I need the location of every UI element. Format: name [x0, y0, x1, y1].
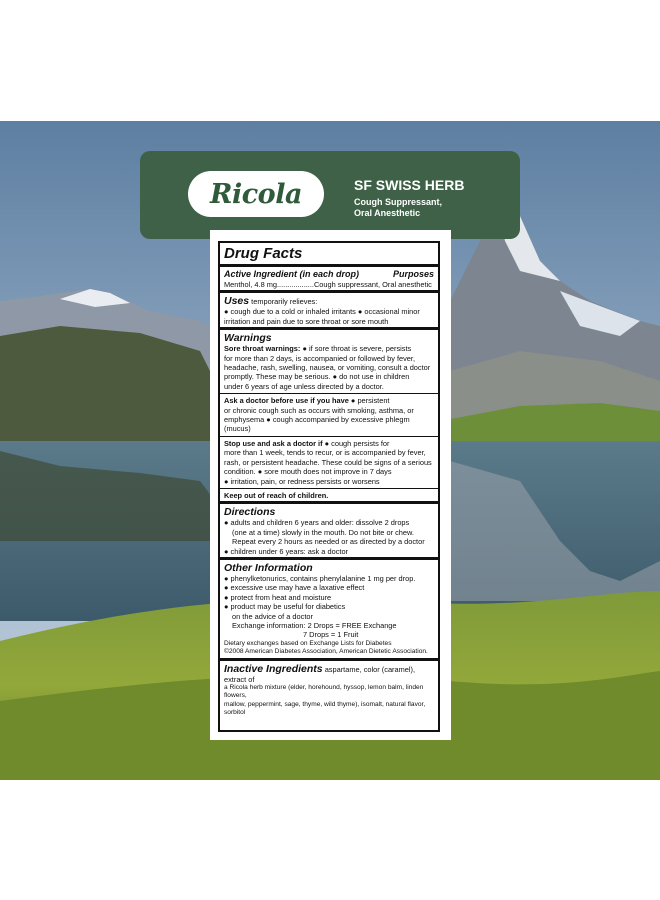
divider [220, 436, 438, 437]
drug-facts-title: Drug Facts [224, 245, 303, 262]
inactive-ingredients-intro: aspartame, color (caramel), extract of [224, 664, 416, 684]
uses-line: ● cough due to a cold or inhaled irritants ● occasional minor [224, 307, 420, 317]
active-ingredient-header [224, 269, 434, 280]
ask-doctor-label: Ask a doctor before use if you have [224, 396, 349, 406]
inactive-ingredients-line: a Ricola herb mixture (elder, horehound, hyssop, lemon balm, linden flowers, [224, 684, 424, 700]
divider [220, 557, 438, 560]
other-info-line: ● phenylketonurics, contains phenylalanine 1 mg per drop. [224, 573, 416, 583]
divider [220, 264, 438, 267]
ask-doctor-warning [224, 396, 434, 405]
sore-throat-line: ● if sore throat is severe, persists [302, 344, 412, 354]
product-subtitle [354, 197, 442, 219]
copyright-footnote: ©2008 American Diabetes Association, American Dietetic Association. [224, 648, 428, 656]
product-name: SF SWISS HERB [354, 177, 465, 193]
divider [220, 488, 438, 489]
directions-heading: Directions [224, 506, 276, 519]
divider [220, 501, 438, 504]
ask-doctor-line: or chronic cough such as occurs with smoking, asthma, or [224, 405, 414, 415]
sore-throat-line: for more than 2 days, is accompanied or followed by fever, [224, 353, 416, 363]
other-info-line: ● protect from heat and moisture [224, 592, 332, 602]
inactive-ingredients [224, 663, 434, 684]
stop-use-label: Stop use and ask a doctor if [224, 438, 323, 448]
stop-use-line: more than 1 week, tends to recur, or is accompanied by fever, [224, 448, 426, 458]
warnings-heading: Warnings [224, 332, 272, 345]
ask-doctor-line: ● persistent [350, 396, 390, 406]
directions-line: ● children under 6 years: ask a doctor [224, 546, 349, 556]
sore-throat-line: headache, rash, swelling, nausea, or vomiting, consult a doctor [224, 363, 431, 373]
other-information-heading: Other Information [224, 561, 313, 574]
drug-facts-label [210, 230, 451, 740]
stop-use-line: ● irritation, pain, or redness persists or worsens [224, 476, 380, 486]
purposes-heading: Purposes [392, 269, 434, 279]
divider [220, 393, 438, 394]
sore-throat-line: under 6 years of age unless directed by a doctor. [224, 381, 384, 391]
logo-text: Ricola [210, 178, 302, 210]
stop-use-line: ● cough persists for [324, 438, 390, 448]
product-subtitle-line-1: Cough Suppressant, [354, 197, 443, 207]
exchange-footnote: Dietary exchanges based on Exchange Lists for Diabetes [224, 639, 392, 647]
divider [220, 327, 438, 330]
directions-line: Repeat every 2 hours as needed or as directed by a doctor [232, 537, 425, 547]
inactive-ingredients-line: mallow, peppermint, sage, thyme, wild thyme), isomalt, natural flavor, sorbitol [224, 700, 426, 717]
other-info-line: on the advice of a doctor [232, 611, 313, 621]
ricola-logo [188, 171, 324, 217]
inactive-ingredients-heading: Inactive Ingredients [224, 662, 323, 675]
directions-line: ● adults and children 6 years and older: dissolve 2 drops [224, 518, 410, 528]
active-ingredient-heading: Active Ingredient (in each drop) [224, 269, 360, 279]
divider [220, 658, 438, 661]
sore-throat-line: promptly. These may be serious. ● do not use in children [224, 372, 410, 382]
other-info-line: 7 Drops = 1 Fruit [303, 630, 359, 640]
other-info-line: ● excessive use may have a laxative effect [224, 583, 365, 593]
keep-out-of-reach: Keep out of reach of children. [224, 490, 329, 500]
uses-section [224, 295, 434, 307]
other-info-line: Exchange information: 2 Drops = FREE Exchange [232, 620, 397, 630]
uses-line: irritation and pain due to sore throat or sore mouth [224, 316, 389, 326]
sore-throat-warning [224, 344, 434, 353]
sore-throat-label: Sore throat warnings: [224, 344, 301, 354]
active-ingredient-line: Menthol, 4.8 mg..................Cough suppressant, Oral anesthetic [224, 280, 432, 289]
product-subtitle-line-2: Oral Anesthetic [354, 208, 421, 218]
uses-intro: temporarily relieves: [251, 297, 318, 307]
uses-heading: Uses [224, 295, 250, 308]
other-info-line: ● product may be useful for diabetics [224, 602, 346, 612]
stop-use-warning [224, 439, 434, 448]
stop-use-line: rash, or persistent headache. These could be signs of a serious [224, 457, 432, 467]
drug-facts-box [218, 241, 440, 732]
stop-use-line: condition. ● sore mouth does not improve in 7 days [224, 467, 392, 477]
divider [220, 290, 438, 293]
ask-doctor-line: emphysema ● cough accompanied by excessive phlegm (mucus) [224, 415, 410, 434]
directions-line: (one at a time) slowly in the mouth. Do not bite or chew. [232, 527, 414, 537]
brand-header-bar [140, 151, 520, 239]
